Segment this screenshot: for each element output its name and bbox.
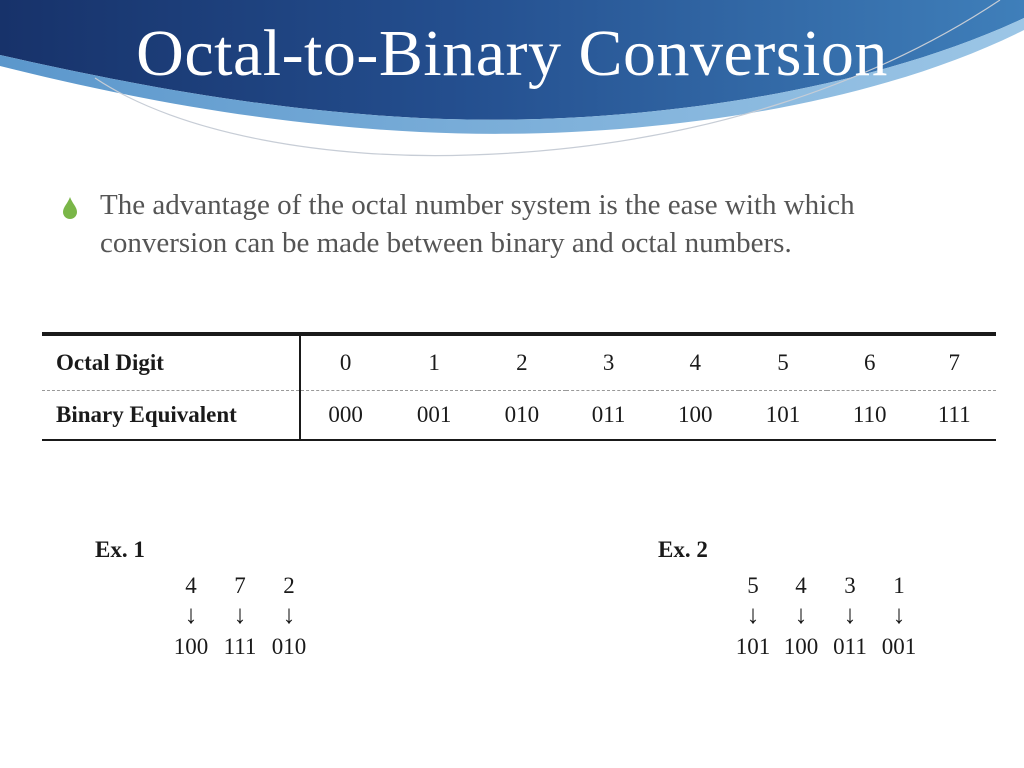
table-cell: 110 [852, 402, 887, 427]
example-column [825, 572, 875, 664]
down-arrow-icon: ↓ [184, 600, 198, 629]
binary-group: 011 [833, 634, 867, 659]
down-arrow-icon: ↓ [843, 600, 857, 629]
example-column [776, 572, 826, 664]
binary-group: 010 [271, 634, 307, 659]
example-column [215, 572, 265, 664]
table-cell: 5 [739, 334, 827, 391]
bullet-text: The advantage of the octal number system is the ease with which conversion can be made between binary and octal numbers. [100, 189, 855, 259]
bullet-point [62, 186, 982, 262]
table-cell: 001 [416, 402, 452, 427]
table-cell: 4 [651, 334, 739, 391]
table-cell: 6 [827, 334, 913, 391]
table-cell: 1 [390, 334, 478, 391]
example-2-label: Ex. 2 [658, 537, 708, 562]
table-cell: 011 [591, 402, 626, 427]
binary-group: 100 [783, 634, 819, 659]
example-column [264, 572, 314, 664]
octal-digit: 3 [844, 573, 856, 598]
example-1-label: Ex. 1 [95, 537, 145, 562]
droplet-icon [62, 196, 78, 220]
table-cell: 101 [765, 402, 801, 427]
row-header: Octal Digit [42, 334, 300, 391]
octal-digit: 5 [747, 573, 759, 598]
down-arrow-icon: ↓ [794, 600, 808, 629]
down-arrow-icon: ↓ [892, 600, 906, 629]
table-cell: 010 [504, 402, 540, 427]
row-header: Binary Equivalent [42, 391, 300, 441]
table-row-octal [42, 334, 996, 391]
binary-group: 101 [735, 634, 771, 659]
table-cell: 111 [937, 402, 971, 427]
table-row-binary [42, 391, 996, 441]
example-column [166, 572, 216, 664]
table-cell: 2 [478, 334, 566, 391]
table-cell: 0 [300, 334, 390, 391]
octal-digit: 4 [795, 573, 807, 598]
binary-group: 100 [173, 634, 209, 659]
table-cell: 100 [678, 402, 713, 427]
example-column [728, 572, 778, 664]
slide-title: Octal-to-Binary Conversion [136, 17, 888, 90]
down-arrow-icon: ↓ [282, 600, 296, 629]
octal-digit: 7 [234, 573, 246, 598]
table-cell: 000 [328, 402, 363, 427]
down-arrow-icon: ↓ [746, 600, 760, 629]
binary-group: 001 [881, 634, 917, 659]
example-column [874, 572, 924, 664]
table-cell: 7 [913, 334, 996, 391]
octal-digit: 4 [185, 573, 197, 598]
conversion-table [42, 332, 996, 441]
octal-digit: 2 [283, 573, 295, 598]
down-arrow-icon: ↓ [233, 600, 247, 629]
table-cell: 3 [566, 334, 652, 391]
octal-digit: 1 [893, 573, 905, 598]
binary-group: 111 [223, 634, 257, 659]
